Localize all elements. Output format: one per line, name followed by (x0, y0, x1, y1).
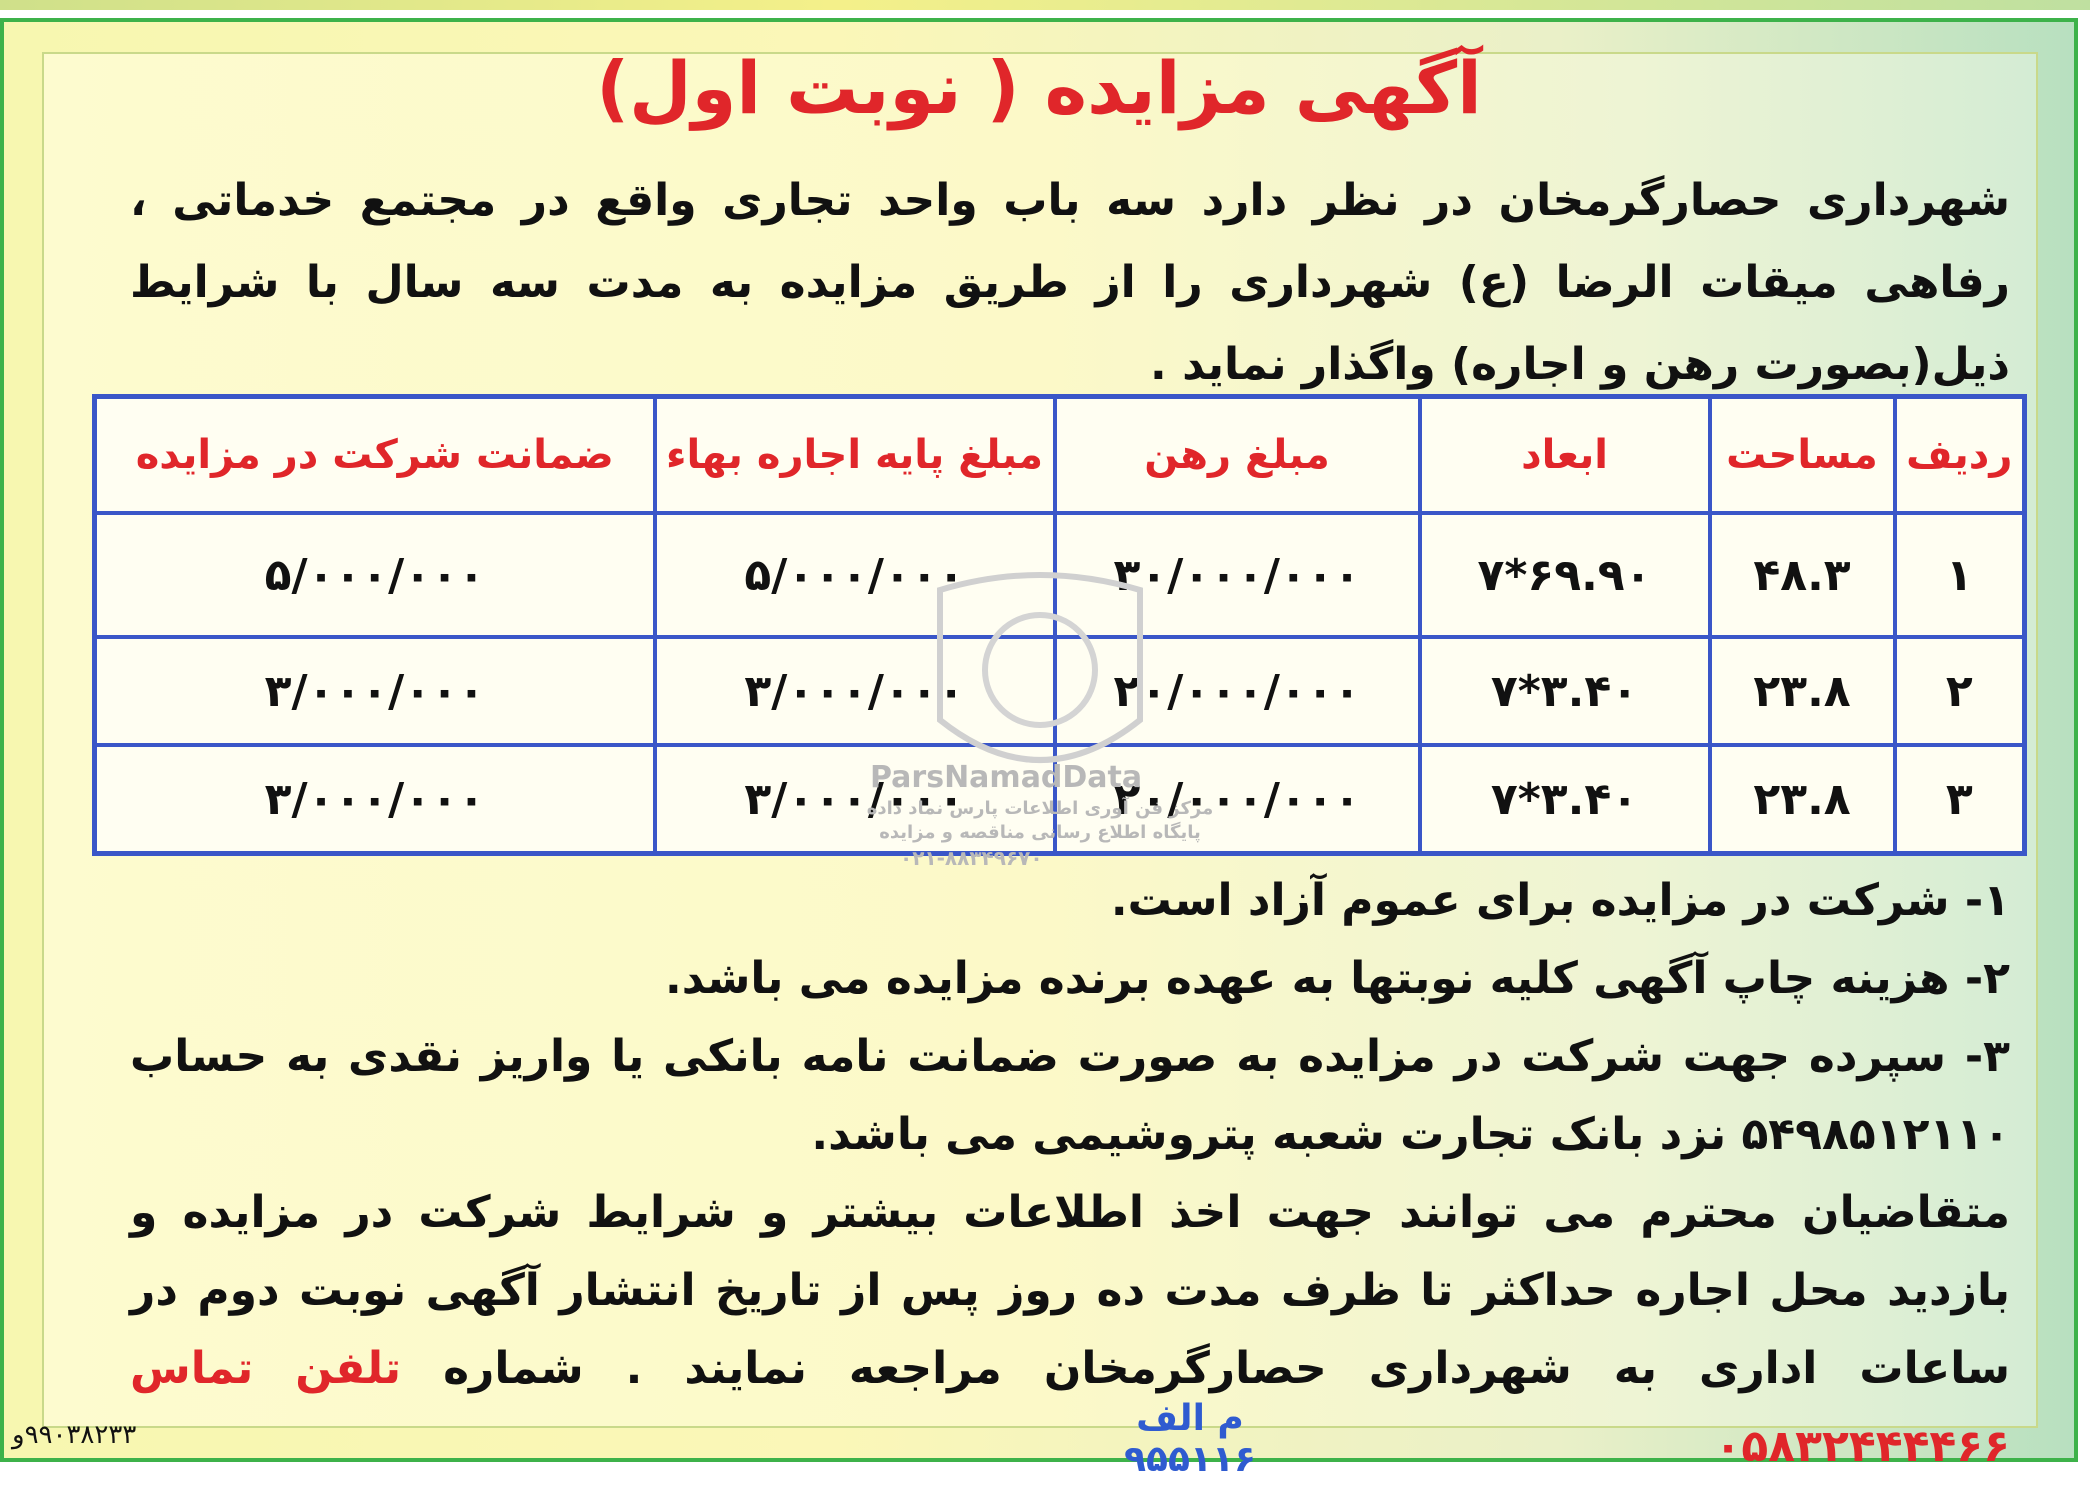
auction-table (92, 394, 2027, 856)
table-row (95, 637, 2025, 745)
header-dimensions: ابعاد (1420, 397, 1710, 514)
cell-dimensions: ۶۹.۹۰*۷ (1420, 513, 1710, 637)
table-row (95, 513, 2025, 637)
intro-paragraph: شهرداری حصارگرمخان در نظر دارد سه باب واحد تجاری واقع در مجتمع خدماتی ، رفاهی میقات الرضا (ع) شهرداری را از طریق مزایده به مدت سه سال با شرایط ذیل(بصورت رهن و اجاره) واگذار نماید . (130, 175, 2010, 390)
cell-guarantee: ۳/۰۰۰/۰۰۰ (95, 745, 655, 854)
watermark-line-2: پایگاه اطلاع رسانی مناقصه و مزایده (879, 822, 1201, 843)
top-color-strip (0, 0, 2090, 10)
condition-3: ۳- سپرده جهت شرکت در مزایده به صورت ضمانت نامه بانکی یا واریز نقدی به حساب ۵۴۹۸۵۱۲۱۱۰ نزد بانک تجارت شعبه پتروشیمی می باشد. (130, 1031, 2010, 1160)
cell-deposit-amount: ۲۰/۰۰۰/۰۰۰ (1055, 745, 1420, 854)
cell-area: ۴۸.۳ (1710, 513, 1895, 637)
conditions-section (130, 862, 2010, 1486)
watermark-brand: ParsNamadData (870, 760, 1143, 795)
header-deposit-amount: مبلغ رهن (1055, 397, 1420, 514)
condition-2: ۲- هزینه چاپ آگهی کلیه نوبتها به عهده برنده مزایده می باشد. (664, 953, 2010, 1004)
cell-base-rent: ۳/۰۰۰/۰۰۰ (655, 745, 1055, 854)
ad-title: آگهی مزایده ( نوبت اول) (596, 46, 1482, 130)
cell-deposit-amount: ۲۰/۰۰۰/۰۰۰ (1055, 637, 1420, 745)
phone-label: تلفن تماس (130, 1343, 402, 1394)
closing-text: متقاضیان محترم می توانند جهت اخذ اطلاعات بیشتر و شرایط شرکت در مزایده و بازدید محل اجاره حداکثر تا ظرف مدت ده روز پس از تاریخ انتشار آگهی نوبت دوم در ساعات اداری به شهرداری حصارگرمخان مراجعه نمایند . شماره (130, 1187, 2010, 1394)
cell-dimensions: ۳.۴۰*۷ (1420, 745, 1710, 854)
header-area: مساحت (1710, 397, 1895, 514)
header-guarantee: ضمانت شرکت در مزایده (95, 397, 655, 514)
watermark-phone: ۰۲۱-۸۸۳۴۹۶۷۰ (900, 846, 1043, 870)
cell-base-rent: ۳/۰۰۰/۰۰۰ (655, 637, 1055, 745)
side-code: ۹۹۰۳۸۲۳۳و (12, 1420, 137, 1450)
watermark-line-1: مرکز فن آوری اطلاعات پارس نماد داده (866, 798, 1214, 819)
header-base-rent: مبلغ پایه اجاره بهاء (655, 397, 1055, 514)
table-header-row (95, 397, 2025, 514)
contact-phone: ۰۵۸۳۲۴۴۴۴۶۶ (1714, 1421, 2010, 1472)
cell-row-number: ۲ (1895, 637, 2025, 745)
cell-row-number: ۱ (1895, 513, 2025, 637)
condition-1: ۱- شرکت در مزایده برای عموم آزاد است. (1110, 875, 2010, 926)
cell-base-rent: ۵/۰۰۰/۰۰۰ (655, 513, 1055, 637)
header-row-number: ردیف (1895, 397, 2025, 514)
cell-area: ۲۳.۸ (1710, 637, 1895, 745)
cell-guarantee: ۵/۰۰۰/۰۰۰ (95, 513, 655, 637)
cell-guarantee: ۳/۰۰۰/۰۰۰ (95, 637, 655, 745)
table-row (95, 745, 2025, 854)
cell-dimensions: ۳.۴۰*۷ (1420, 637, 1710, 745)
cell-row-number: ۳ (1895, 745, 2025, 854)
cell-area: ۲۳.۸ (1710, 745, 1895, 854)
reference-code: م الف ۹۵۵۱۱۶ (1124, 1398, 1256, 1480)
cell-deposit-amount: ۳۰/۰۰۰/۰۰۰ (1055, 513, 1420, 637)
